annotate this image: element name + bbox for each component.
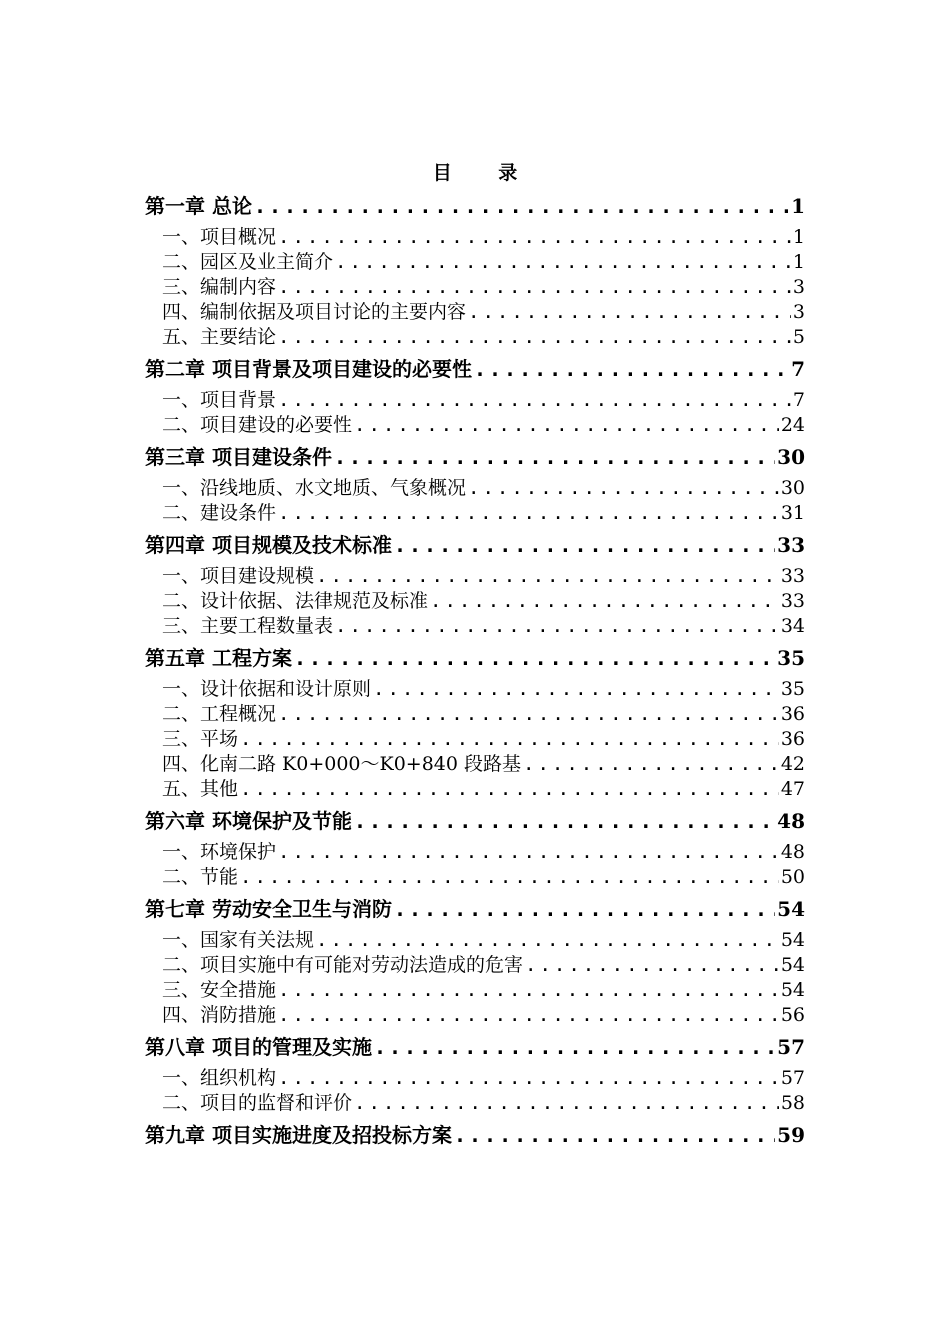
toc-dot-leader: [454, 1123, 775, 1147]
toc-section-entry[interactable]: [145, 586, 805, 611]
toc-section-entry[interactable]: [145, 749, 805, 774]
toc-section-entry[interactable]: [145, 1088, 805, 1113]
toc-page-number: 54: [777, 897, 805, 921]
toc-chapter-entry[interactable]: [145, 893, 805, 921]
toc-section-entry[interactable]: [145, 699, 805, 724]
toc-entry-label: 二、设计依据、法律规范及标准: [162, 590, 429, 612]
toc-section-entry[interactable]: [145, 498, 805, 523]
toc-entry-label: 一、项目建设规模: [162, 565, 315, 587]
toc-dot-leader: [525, 954, 779, 976]
toc-entry-label: 第六章 环境保护及节能: [145, 809, 352, 833]
toc-section-entry[interactable]: [145, 862, 805, 887]
toc-entry-label: 三、编制内容: [162, 276, 277, 298]
toc-section-entry[interactable]: [145, 611, 805, 636]
toc-entry-label: 三、主要工程数量表: [162, 615, 334, 637]
toc-section-entry[interactable]: [145, 297, 805, 322]
toc-entry-label: 五、主要结论: [162, 326, 277, 348]
toc-entry-label: 二、节能: [162, 866, 239, 888]
toc-section-entry[interactable]: [145, 247, 805, 272]
toc-section-entry[interactable]: [145, 1063, 805, 1088]
toc-dot-leader: [474, 357, 789, 381]
toc-page-number: 1: [792, 251, 805, 273]
toc-page-number: 1: [792, 226, 805, 248]
toc-entry-label: 三、安全措施: [162, 979, 277, 1001]
toc-chapter-entry[interactable]: [145, 1119, 805, 1147]
toc-entry-label: 一、环境保护: [162, 841, 277, 863]
toc-page-number: 3: [792, 276, 805, 298]
toc-section-entry[interactable]: [145, 410, 805, 435]
toc-chapter-entry[interactable]: [145, 805, 805, 833]
toc-page-number: 3: [792, 301, 805, 323]
toc-entry-label: 第二章 项目背景及项目建设的必要性: [145, 357, 472, 381]
toc-page-number: 57: [780, 1067, 805, 1089]
toc-section-entry[interactable]: [145, 222, 805, 247]
toc-page-number: 50: [780, 866, 805, 888]
toc-page-number: 59: [777, 1123, 805, 1147]
toc-page-number: 57: [777, 1035, 805, 1059]
toc-entry-label: 第八章 项目的管理及实施: [145, 1035, 372, 1059]
toc-entry-label: 一、组织机构: [162, 1067, 277, 1089]
toc-dot-leader: [354, 1092, 779, 1114]
toc-entry-label: 一、项目背景: [162, 389, 277, 411]
toc-page-number: 34: [780, 615, 805, 637]
toc-chapter-entry[interactable]: [145, 441, 805, 469]
toc-entry-label: 四、编制依据及项目讨论的主要内容: [162, 301, 467, 323]
toc-entry-label: 二、项目实施中有可能对劳动法造成的危害: [162, 954, 524, 976]
toc-dot-leader: [240, 866, 779, 888]
toc-page-number: 54: [780, 979, 805, 1001]
toc-page-number: 24: [780, 414, 805, 436]
toc-dot-leader: [240, 778, 779, 800]
toc-entry-label: 一、项目概况: [162, 226, 277, 248]
toc-page-number: 36: [780, 728, 805, 750]
toc-section-entry[interactable]: [145, 385, 805, 410]
toc-chapter-entry[interactable]: [145, 353, 805, 381]
toc-dot-leader: [468, 301, 791, 323]
toc-entry-label: 第一章 总论: [145, 194, 252, 218]
toc-dot-leader: [278, 703, 779, 725]
toc-dot-leader: [278, 389, 791, 411]
toc-dot-leader: [278, 979, 779, 1001]
toc-page-number: 30: [780, 477, 805, 499]
toc-entry-label: 第五章 工程方案: [145, 646, 292, 670]
toc-entry-label: 二、园区及业主简介: [162, 251, 334, 273]
toc-page-number: 58: [780, 1092, 805, 1114]
toc-page-number: 48: [780, 841, 805, 863]
toc-entry-label: 二、建设条件: [162, 502, 277, 524]
toc-page-number: 36: [780, 703, 805, 725]
toc-page-number: 33: [777, 533, 805, 557]
toc-dot-leader: [278, 326, 791, 348]
toc-section-entry[interactable]: [145, 925, 805, 950]
toc-dot-leader: [394, 897, 775, 921]
toc-section-entry[interactable]: [145, 774, 805, 799]
toc-entry-label: 一、国家有关法规: [162, 929, 315, 951]
toc-section-entry[interactable]: [145, 561, 805, 586]
toc-chapter-entry[interactable]: [145, 1031, 805, 1059]
toc-page-number: 35: [780, 678, 805, 700]
toc-entry-label: 四、消防措施: [162, 1004, 277, 1026]
toc-section-entry[interactable]: [145, 950, 805, 975]
toc-dot-leader: [316, 929, 779, 951]
toc-dot-leader: [373, 678, 779, 700]
toc-page-number: 33: [780, 565, 805, 587]
toc-entry-label: 第三章 项目建设条件: [145, 445, 332, 469]
toc-page-number: 7: [792, 389, 805, 411]
toc-entry-label: 第四章 项目规模及技术标准: [145, 533, 392, 557]
toc-dot-leader: [294, 646, 775, 670]
toc-page-number: 54: [780, 929, 805, 951]
toc-entry-label: 五、其他: [162, 778, 239, 800]
toc-section-entry[interactable]: [145, 272, 805, 297]
toc-section-entry[interactable]: [145, 473, 805, 498]
toc-dot-leader: [316, 565, 779, 587]
toc-title: 目 录: [432, 162, 538, 184]
toc-section-entry[interactable]: [145, 1000, 805, 1025]
toc-page-number: 33: [780, 590, 805, 612]
toc-page-number: 56: [780, 1004, 805, 1026]
toc-dot-leader: [278, 1004, 779, 1026]
toc-section-entry[interactable]: [145, 837, 805, 862]
toc-dot-leader: [278, 502, 779, 524]
toc-entry-label: 一、沿线地质、水文地质、气象概况: [162, 477, 467, 499]
toc-page-number: 7: [791, 357, 805, 381]
toc-dot-leader: [523, 753, 779, 775]
toc-dot-leader: [354, 414, 779, 436]
toc-section-entry[interactable]: [145, 724, 805, 749]
toc-dot-leader: [278, 841, 779, 863]
toc-page-number: 47: [780, 778, 805, 800]
toc-page-number: 5: [792, 326, 805, 348]
toc-dot-leader: [334, 445, 775, 469]
toc-entry-label: 二、项目的监督和评价: [162, 1092, 353, 1114]
toc-entry-label: 二、工程概况: [162, 703, 277, 725]
toc-entry-label: 第九章 项目实施进度及招投标方案: [145, 1123, 452, 1147]
toc-dot-leader: [430, 590, 779, 612]
toc-dot-leader: [240, 728, 779, 750]
toc-entry-label: 二、项目建设的必要性: [162, 414, 353, 436]
toc-dot-leader: [374, 1035, 775, 1059]
toc-dot-leader: [394, 533, 775, 557]
toc-entry-label: 三、平场: [162, 728, 239, 750]
toc-dot-leader: [468, 477, 779, 499]
toc-chapter-entry[interactable]: [145, 642, 805, 670]
toc-section-entry[interactable]: [145, 674, 805, 699]
toc-dot-leader: [278, 226, 791, 248]
toc-dot-leader: [335, 615, 779, 637]
toc-page-number: 54: [780, 954, 805, 976]
toc-dot-leader: [278, 1067, 779, 1089]
toc-dot-leader: [254, 194, 789, 218]
table-of-contents: [145, 190, 805, 1151]
toc-dot-leader: [354, 809, 775, 833]
toc-page-number: 30: [777, 445, 805, 469]
toc-dot-leader: [335, 251, 791, 273]
toc-section-entry[interactable]: [145, 322, 805, 347]
toc-entry-label: 一、设计依据和设计原则: [162, 678, 372, 700]
toc-entry-label: 第七章 劳动安全卫生与消防: [145, 897, 392, 921]
toc-page-number: 31: [780, 502, 805, 524]
toc-chapter-entry[interactable]: [145, 529, 805, 557]
toc-dot-leader: [278, 276, 791, 298]
toc-chapter-entry[interactable]: [145, 190, 805, 218]
toc-page-number: 42: [780, 753, 805, 775]
toc-entry-label: 四、化南二路 K0+000～K0+840 段路基: [162, 753, 522, 775]
toc-page-number: 48: [777, 809, 805, 833]
toc-page-number: 1: [791, 194, 805, 218]
toc-section-entry[interactable]: [145, 975, 805, 1000]
toc-page-number: 35: [777, 646, 805, 670]
